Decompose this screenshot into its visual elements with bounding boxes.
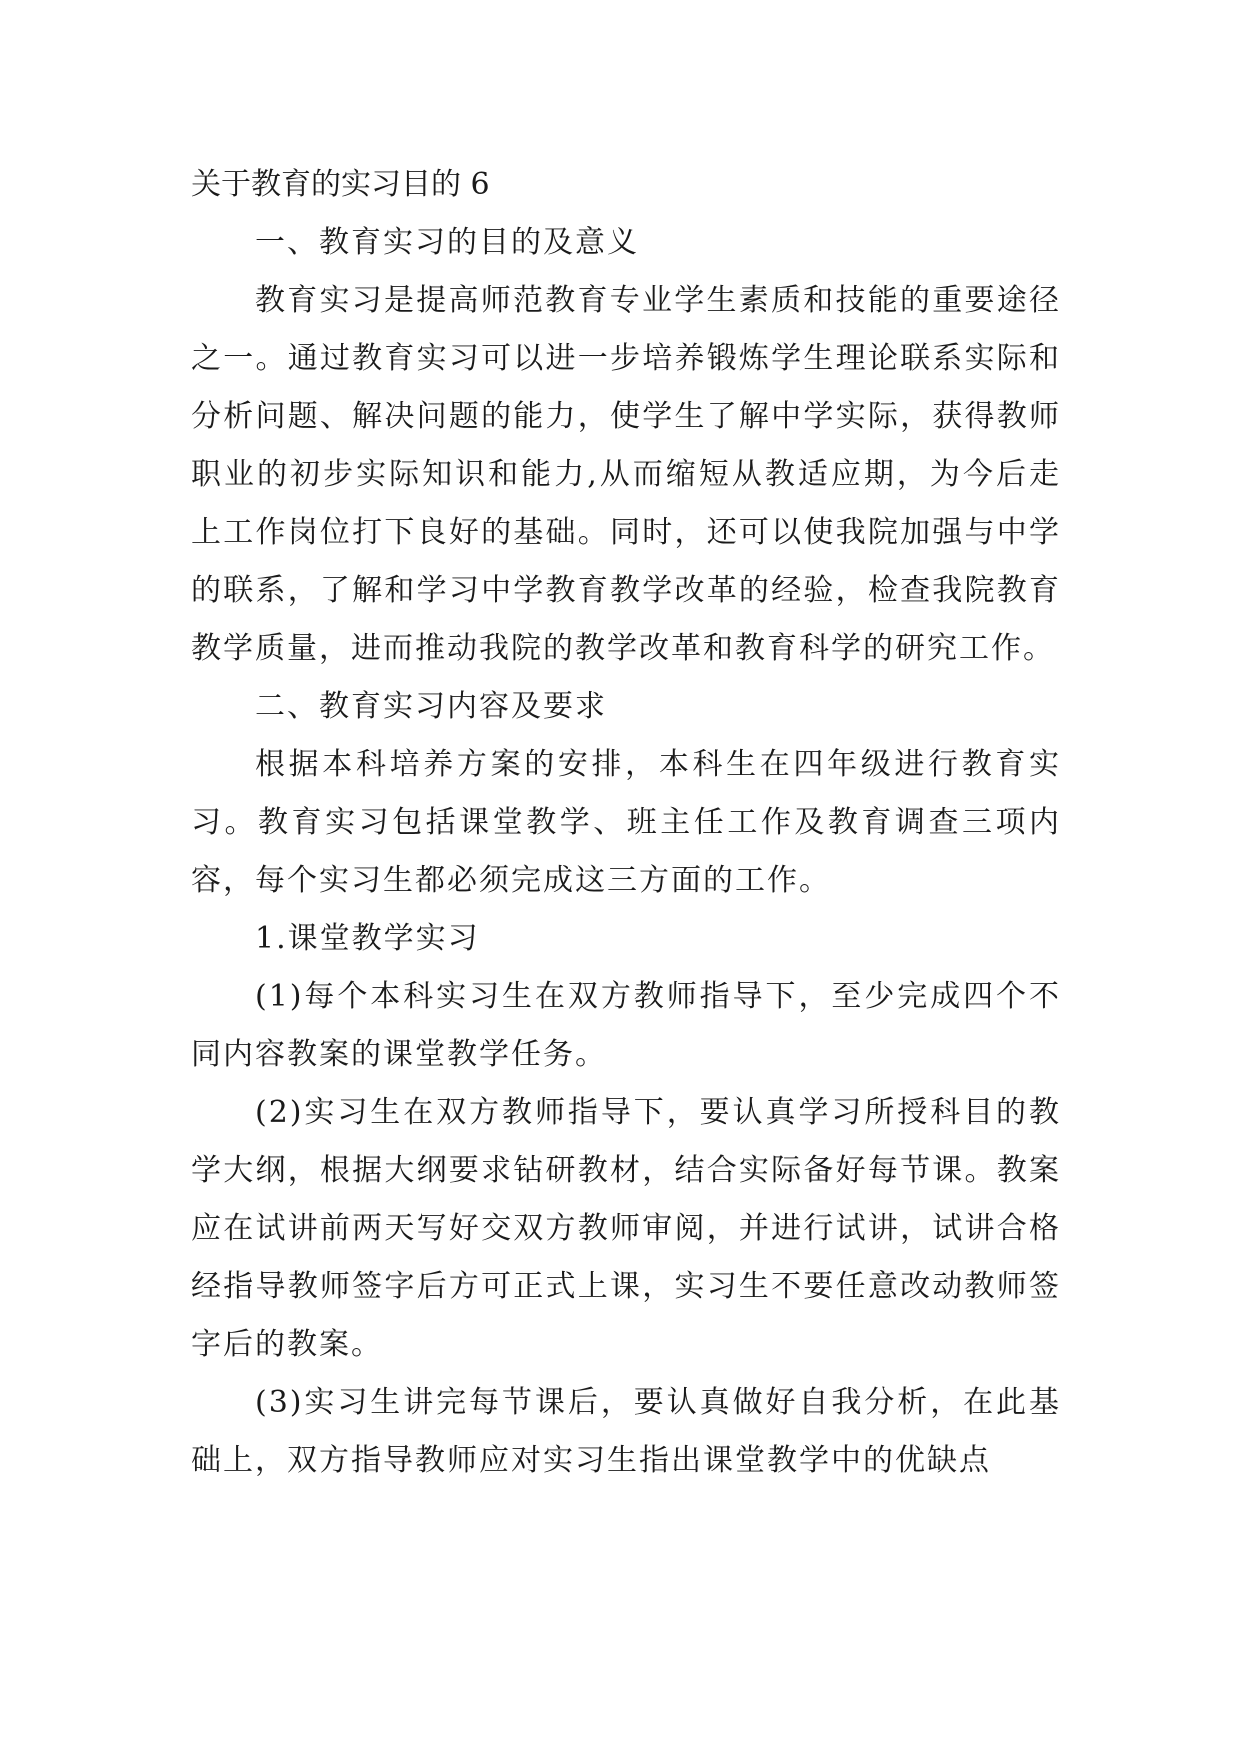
paragraph-content-body: 根据本科培养方案的安排，本科生在四年级进行教育实习。教育实习包括课堂教学、班主任工作及教育调查三项内容，每个实习生都必须完成这三方面的工作。 [191,747,1061,898]
subheading-classroom-teaching: 1.课堂教学实习 [255,921,480,956]
document-page [191,156,1061,1490]
paragraph-purpose-body: 教育实习是提高师范教育专业学生素质和技能的重要途径之一。通过教育实习可以进一步培养锻炼学生理论联系实际和分析问题、解决问题的能力，使学生了解中学实际，获得教师职业的初步实际知识和能力,从而缩短从教适应期，为今后走上工作岗位打下良好的基础。同时，还可以使我院加强与中学的联系，了解和学习中学教育教学改革的经验，检查我院教育教学质量，进而推动我院的教学改革和教育科学的研究工作。 [191,283,1061,666]
document-title: 关于教育的实习目的 6 [191,167,490,202]
section-heading-content: 二、教育实习内容及要求 [255,689,607,724]
section-heading-purpose: 一、教育实习的目的及意义 [255,225,639,260]
list-item-2: (2)实习生在双方教师指导下，要认真学习所授科目的教学大纲，根据大纲要求钻研教材，结合实际备好每节课。教案应在试讲前两天写好交双方教师审阅，并进行试讲，试讲合格经指导教师签字后方可正式上课，实习生不要任意改动教师签字后的教案。 [191,1095,1061,1362]
list-item-3: (3)实习生讲完每节课后，要认真做好自我分析，在此基础上，双方指导教师应对实习生指出课堂教学中的优缺点 [191,1385,1061,1478]
list-item-1: (1)每个本科实习生在双方教师指导下，至少完成四个不同内容教案的课堂教学任务。 [191,979,1061,1072]
